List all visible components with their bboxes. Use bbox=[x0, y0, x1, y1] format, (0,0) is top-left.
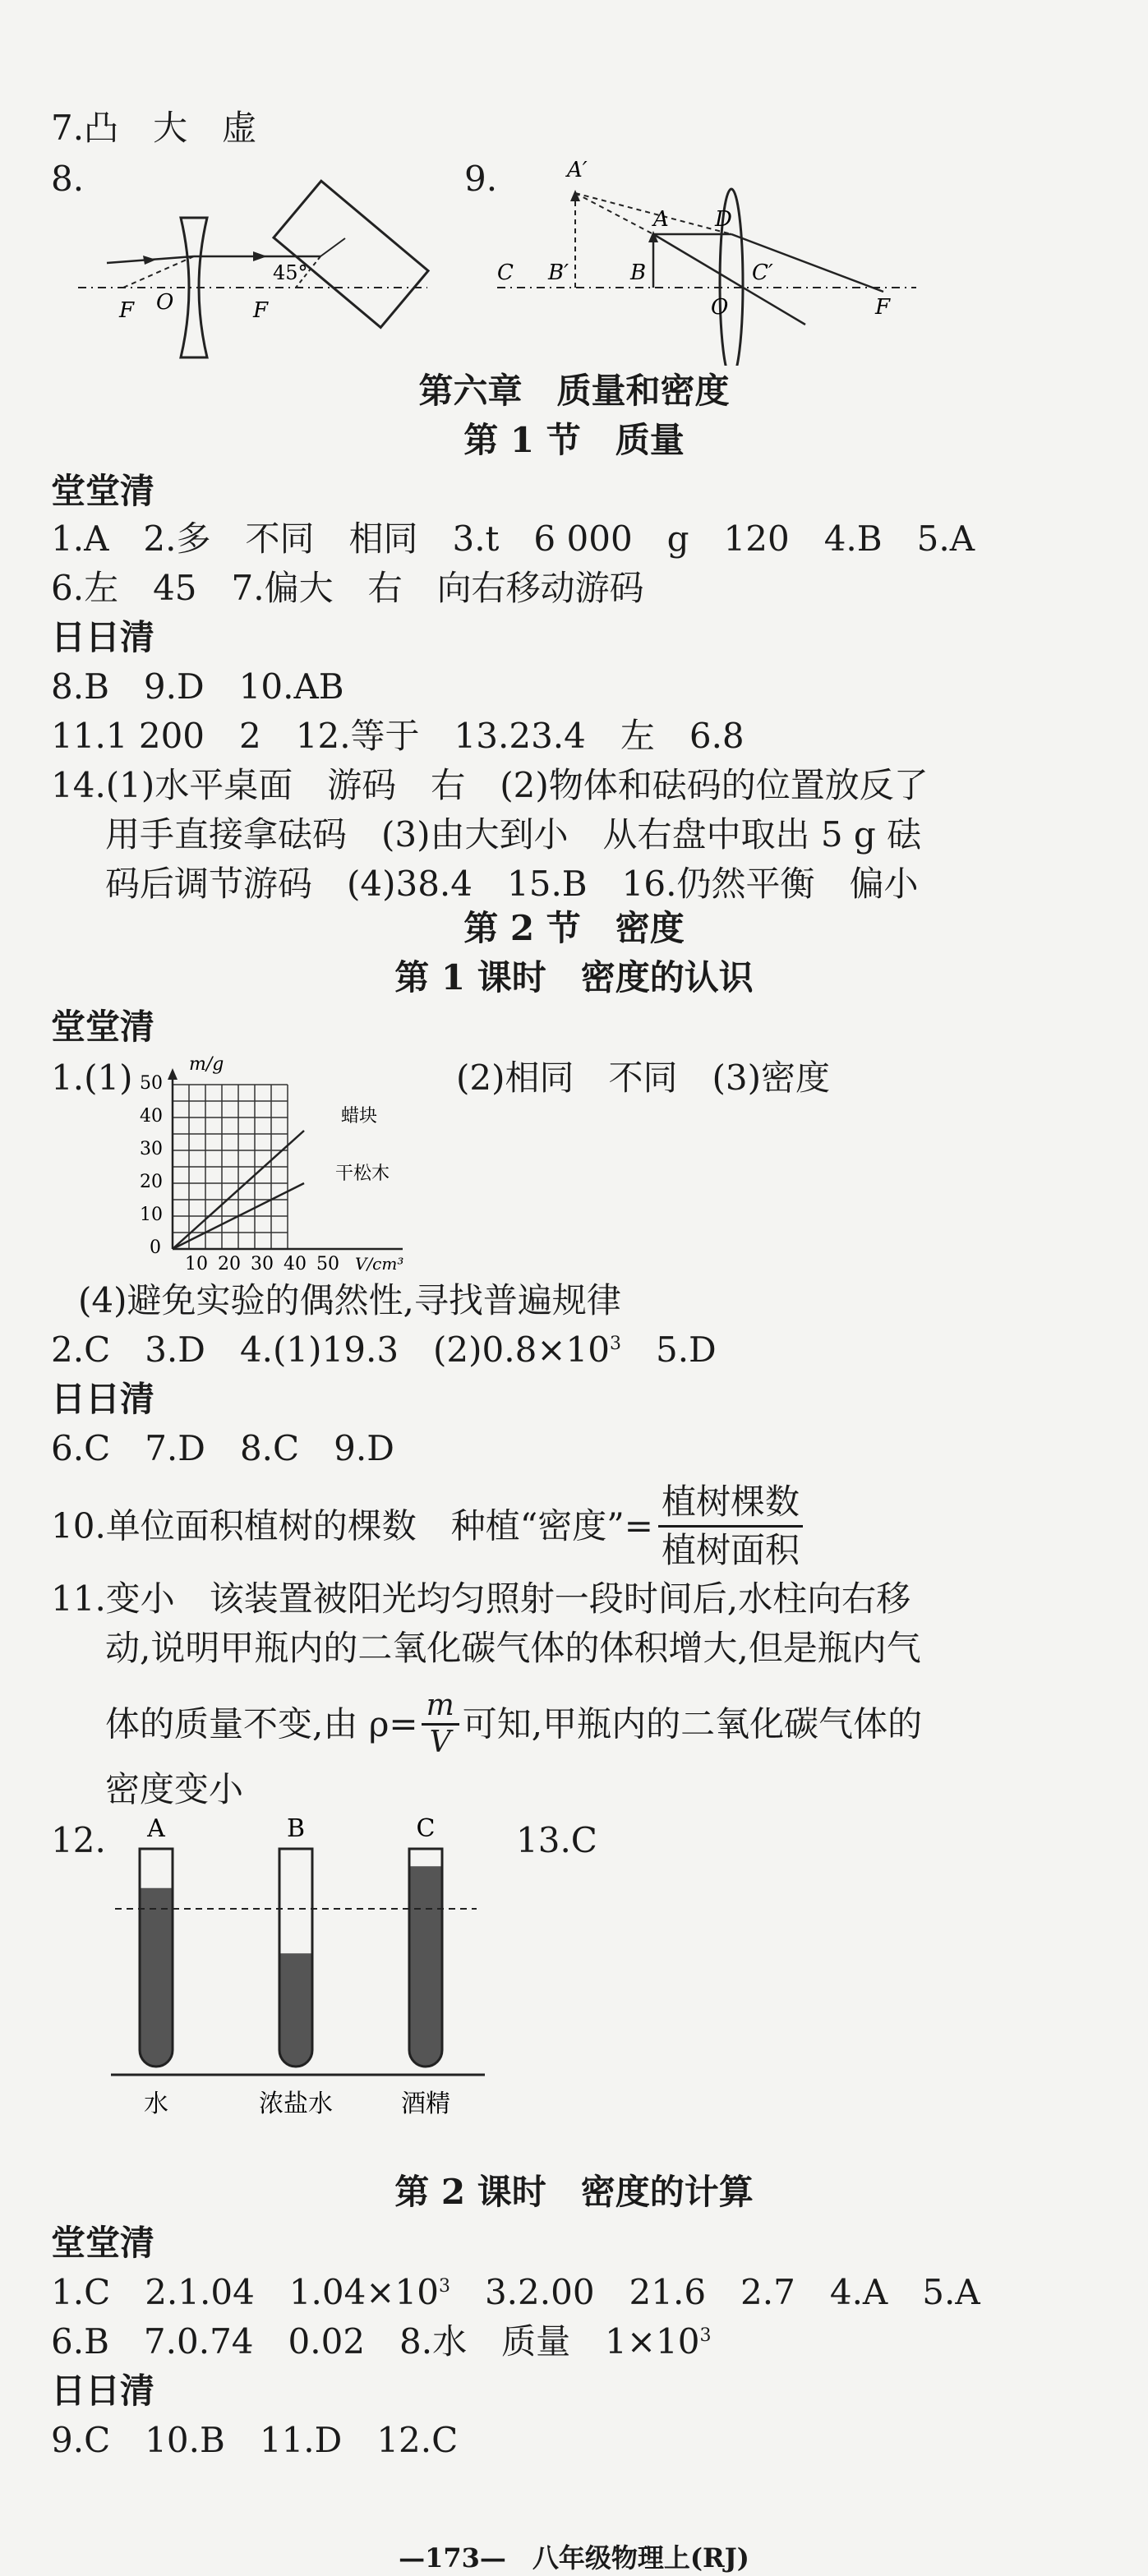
exponent: 3 bbox=[438, 2276, 450, 2297]
lens-diagram-8 bbox=[74, 156, 436, 362]
label-a: A bbox=[653, 207, 669, 232]
answer-line-7: 7.凸 大 虚 bbox=[51, 108, 257, 148]
answer-line bbox=[51, 2270, 980, 2316]
answer-line: 码后调节游码 (4)38.4 15.B 16.仍然平衡 偏小 bbox=[105, 864, 919, 904]
label-f-right: F bbox=[253, 298, 269, 323]
tube-label: B bbox=[286, 1814, 306, 1843]
lesson-2-title: 第 2 课时 密度的计算 bbox=[394, 2172, 754, 2212]
page-footer: —173— 八年级物理上(RJ) bbox=[399, 2542, 749, 2574]
lesson-1-title: 第 1 课时 密度的认识 bbox=[394, 957, 754, 998]
y-tick: 0 bbox=[150, 1237, 161, 1258]
answer-line: 14.(1)水平桌面 游码 右 (2)物体和砝码的位置放反了 bbox=[51, 765, 929, 805]
question-9-label: 9. bbox=[464, 159, 498, 199]
label-angle: 45° bbox=[273, 261, 308, 284]
label-o: O bbox=[156, 290, 174, 315]
answer-line: 密度变小 bbox=[105, 1769, 244, 1809]
tube-liquid bbox=[409, 1866, 442, 2067]
answer-text: 5.D bbox=[620, 1329, 717, 1370]
denominator: 植树面积 bbox=[661, 1530, 800, 1570]
label-b: B bbox=[630, 260, 647, 285]
denominator: V bbox=[429, 1726, 451, 1759]
tube-label: A bbox=[147, 1814, 165, 1843]
label-f: F bbox=[875, 295, 891, 320]
answer-line: 13.C bbox=[516, 1820, 597, 1860]
answer-text: 体的质量不变,由 ρ= bbox=[105, 1703, 418, 1744]
answer-text: 3.2.00 21.6 2.7 4.A 5.A bbox=[450, 2272, 980, 2312]
answer-line: 6.左 45 7.偏大 右 向右移动游码 bbox=[51, 568, 644, 608]
mass-volume-graph bbox=[123, 1052, 419, 1274]
tube-label: C bbox=[416, 1814, 436, 1843]
exponent: 3 bbox=[699, 2325, 712, 2346]
y-tick: 10 bbox=[140, 1205, 163, 1225]
section-2-title: 第 2 节 密度 bbox=[463, 908, 685, 948]
answer-line: 1.(1) bbox=[51, 1058, 133, 1098]
question-12-label: 12. bbox=[51, 1820, 106, 1860]
numerator: m bbox=[422, 1689, 459, 1726]
answer-line bbox=[51, 2319, 711, 2365]
tube-liquid bbox=[279, 1953, 312, 2067]
x-tick: 10 bbox=[185, 1254, 208, 1274]
answer-line: 11.1 200 2 12.等于 13.23.4 左 6.8 bbox=[51, 716, 745, 756]
y-tick: 50 bbox=[140, 1073, 163, 1094]
label-o: O bbox=[711, 295, 729, 320]
label-d: D bbox=[715, 207, 732, 232]
answer-line: 动,说明甲瓶内的二氧化碳气体的体积增大,但是瓶内气 bbox=[105, 1628, 921, 1668]
label-c-prime: C′ bbox=[752, 260, 773, 285]
y-axis-label: m/g bbox=[189, 1054, 224, 1075]
section-label: 日日清 bbox=[51, 1379, 155, 1419]
answer-line: (2)相同 不同 (3)密度 bbox=[456, 1058, 830, 1098]
answer-line: 11.变小 该装置被阳光均匀照射一段时间后,水柱向右移 bbox=[51, 1578, 911, 1619]
label-a-prime: A′ bbox=[567, 158, 588, 182]
answer-line: 用手直接拿砝码 (3)由大到小 从右盘中取出 5 g 砝 bbox=[105, 814, 922, 855]
answer-line: 1.A 2.多 不同 相同 3.t 6 000 g 120 4.B 5.A bbox=[51, 518, 975, 559]
lens-diagram-9 bbox=[489, 152, 924, 366]
exponent: 3 bbox=[609, 1334, 621, 1354]
section-label: 堂堂清 bbox=[51, 471, 155, 511]
answer-line: 6.C 7.D 8.C 9.D bbox=[51, 1428, 394, 1468]
label-c: C bbox=[497, 260, 514, 285]
section-label: 日日清 bbox=[51, 2371, 155, 2411]
question-8-label: 8. bbox=[51, 159, 85, 199]
x-tick: 50 bbox=[316, 1254, 339, 1274]
answer-line bbox=[105, 1689, 922, 1760]
section-label: 堂堂清 bbox=[51, 1007, 155, 1047]
section-1-title: 第 1 节 质量 bbox=[463, 420, 685, 460]
fraction bbox=[658, 1479, 803, 1574]
liquid-name: 水 bbox=[144, 2090, 168, 2118]
label-b-prime: B′ bbox=[548, 260, 569, 285]
chapter-title: 第六章 质量和密度 bbox=[418, 371, 730, 411]
series-label-pine: 干松木 bbox=[335, 1164, 390, 1184]
answer-text: 可知,甲瓶内的二氧化碳气体的 bbox=[462, 1703, 923, 1744]
answer-text: 10.单位面积植树的棵数 种植“密度”= bbox=[51, 1505, 653, 1546]
series-label-wax: 蜡块 bbox=[341, 1106, 378, 1127]
x-axis-label: V/cm³ bbox=[355, 1254, 404, 1274]
answer-line-10 bbox=[51, 1479, 803, 1574]
answer-text: 6.B 7.0.74 0.02 8.水 质量 1×10 bbox=[51, 2321, 700, 2362]
section-label: 日日清 bbox=[51, 617, 155, 657]
x-tick: 20 bbox=[218, 1254, 241, 1274]
numerator: 植树棵数 bbox=[658, 1479, 803, 1528]
liquid-name: 浓盐水 bbox=[259, 2090, 333, 2118]
answer-line: (4)避免实验的偶然性,寻找普遍规律 bbox=[78, 1280, 621, 1320]
liquid-name: 酒精 bbox=[401, 2090, 450, 2118]
x-tick: 40 bbox=[284, 1254, 307, 1274]
y-tick: 30 bbox=[140, 1139, 163, 1159]
label-f-left: F bbox=[119, 298, 135, 323]
test-tubes-figure bbox=[99, 1812, 493, 2132]
fraction bbox=[422, 1689, 459, 1760]
answer-line: 9.C 10.B 11.D 12.C bbox=[51, 2420, 459, 2460]
tube-liquid bbox=[140, 1888, 173, 2067]
section-label: 堂堂清 bbox=[51, 2223, 155, 2263]
y-tick: 20 bbox=[140, 1172, 163, 1192]
answer-text: 2.C 3.D 4.(1)19.3 (2)0.8×10 bbox=[51, 1329, 610, 1370]
answer-text: 1.C 2.1.04 1.04×10 bbox=[51, 2272, 439, 2312]
answer-line: 8.B 9.D 10.AB bbox=[51, 666, 344, 707]
x-tick: 30 bbox=[251, 1254, 274, 1274]
y-tick: 40 bbox=[140, 1106, 163, 1127]
answer-line bbox=[51, 1327, 717, 1373]
